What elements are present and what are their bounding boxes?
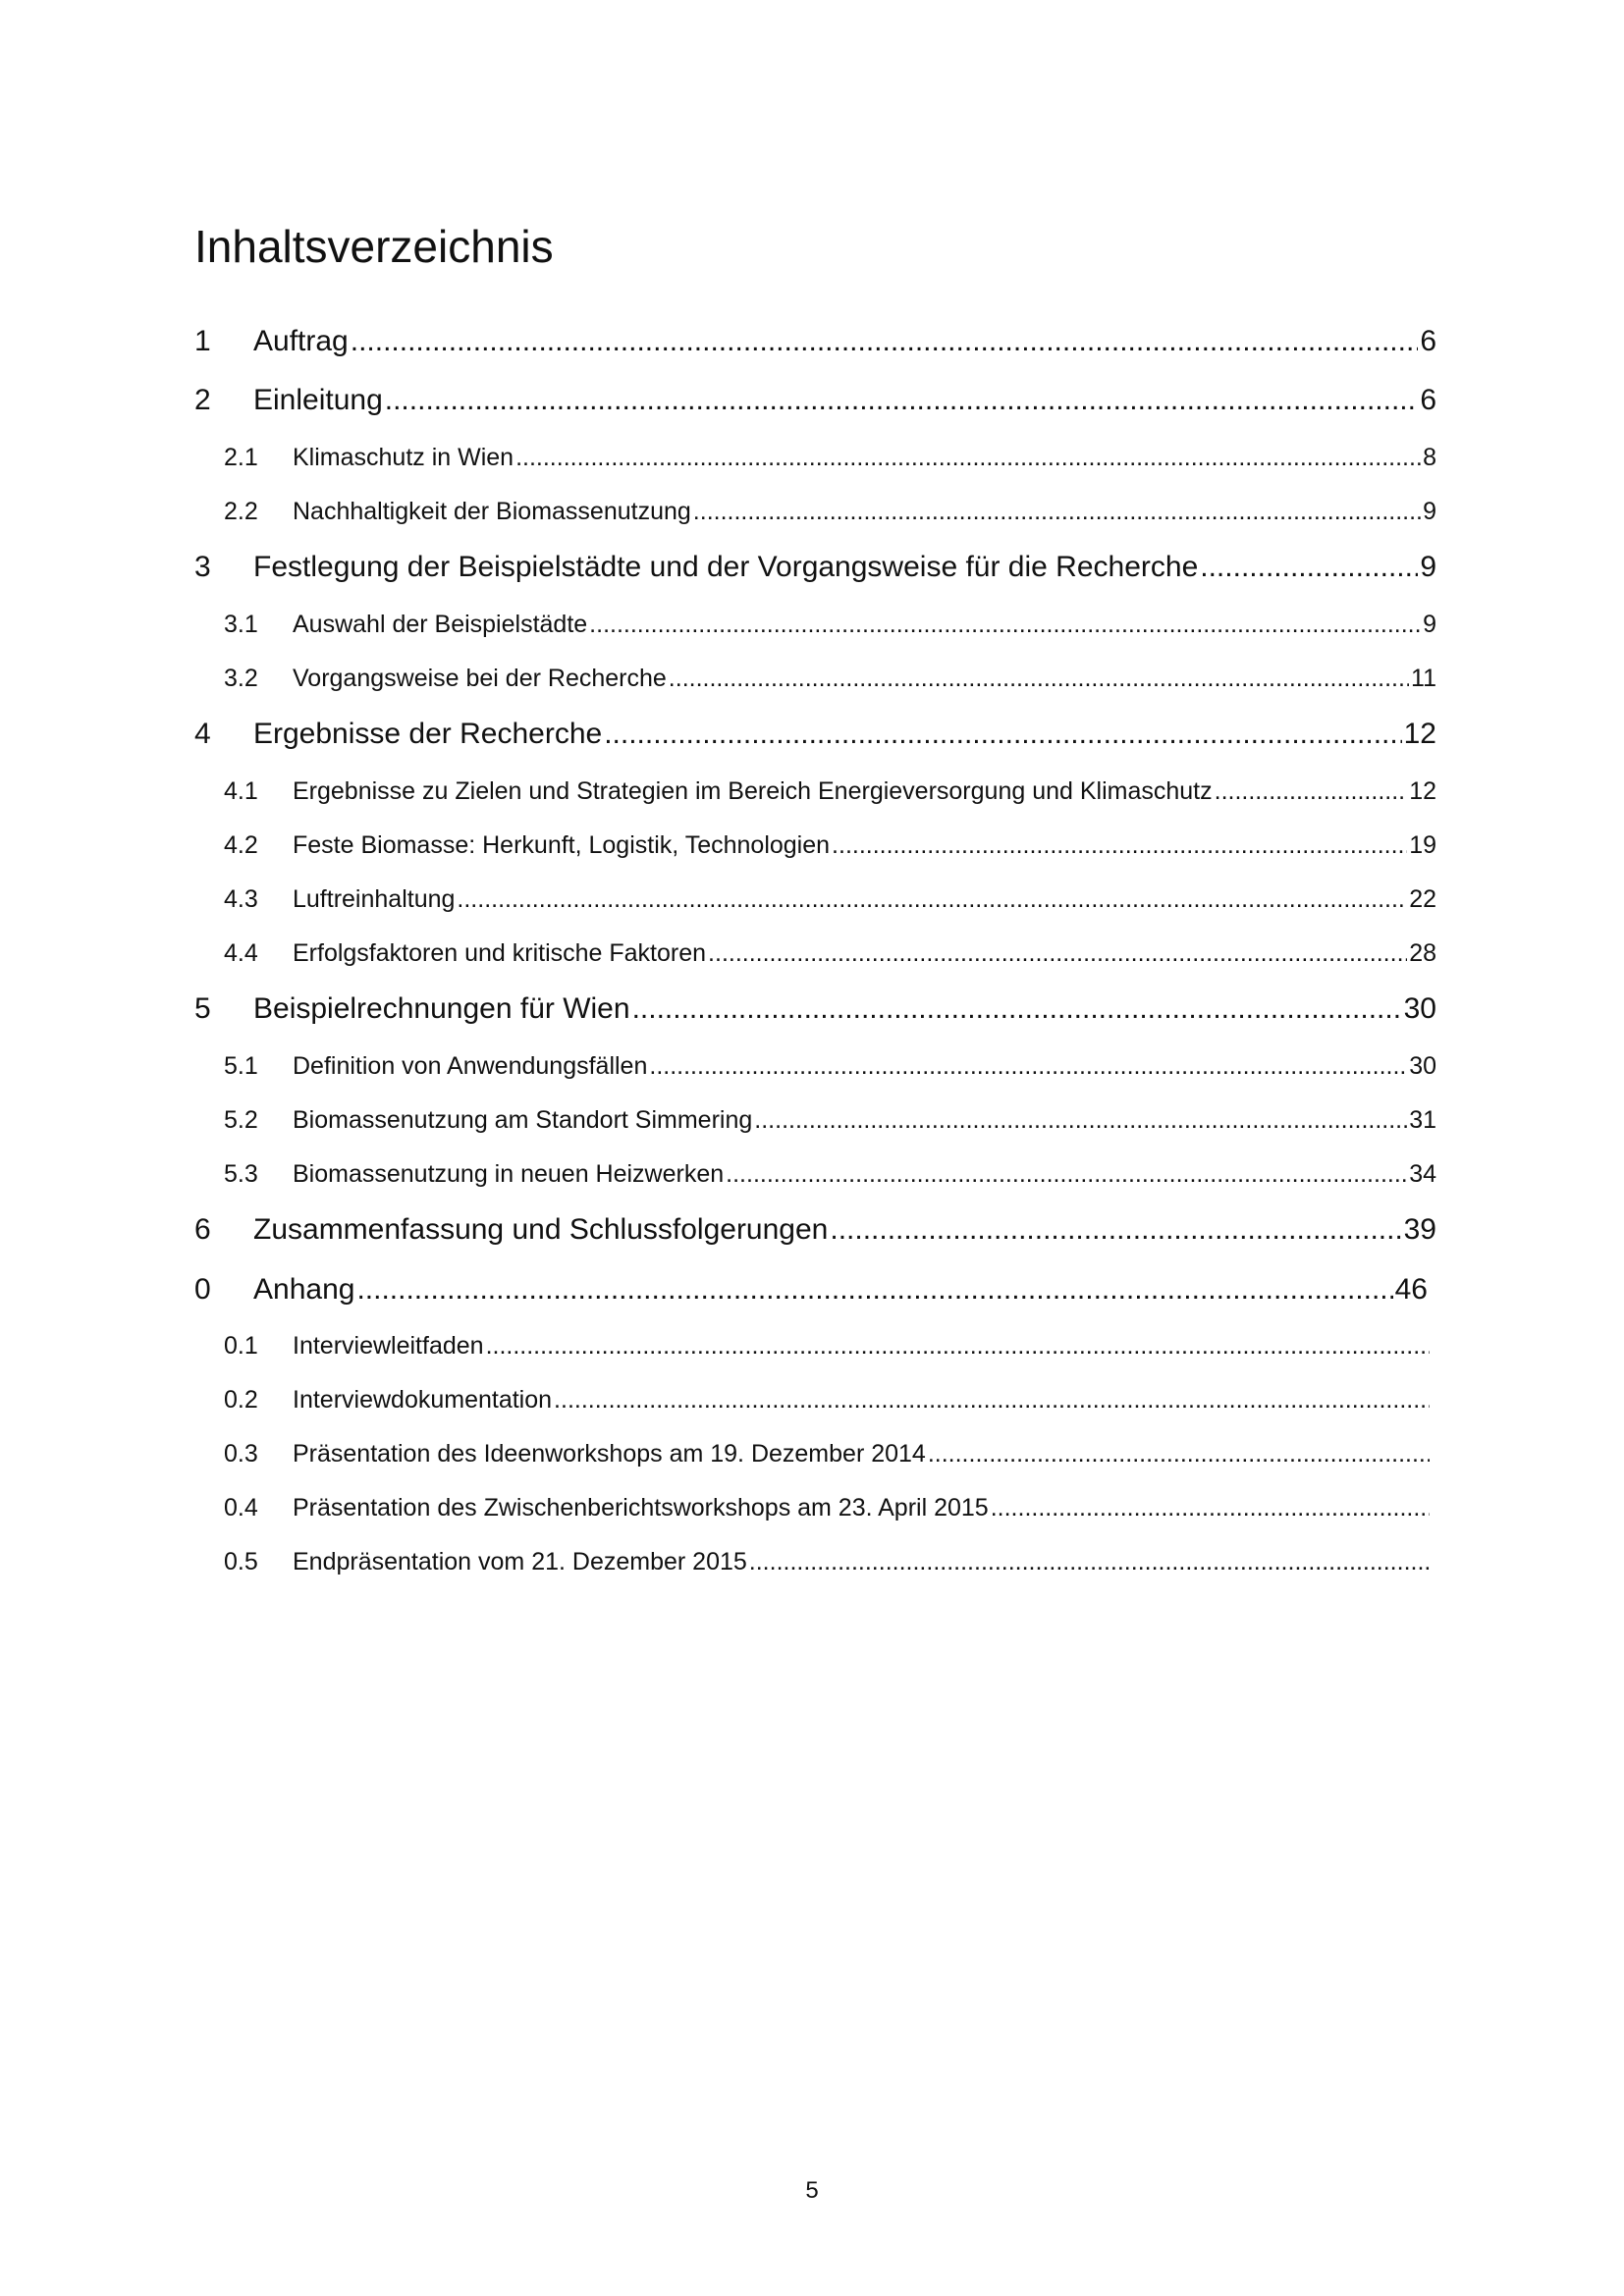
toc-page: 9 — [1423, 611, 1436, 638]
toc-page: 34 — [1409, 1160, 1436, 1188]
toc-entry-5-2[interactable] — [224, 1106, 1436, 1135]
toc-page: 6 — [1420, 325, 1436, 357]
dot-leader — [708, 939, 1407, 968]
toc-label: Anhang — [253, 1273, 355, 1306]
toc-entry-0-1[interactable] — [224, 1332, 1432, 1361]
toc-number: 5.3 — [224, 1160, 258, 1188]
dot-leader — [385, 384, 1419, 417]
toc-page: 46 — [1394, 1273, 1428, 1306]
toc-number: 0.4 — [224, 1494, 258, 1522]
toc-label: Ergebnisse zu Zielen und Strategien im Bereich Energieversorgung und Klimaschutz — [293, 777, 1213, 805]
toc-label: Vorgangsweise bei der Recherche — [293, 665, 667, 692]
toc-entry-4-3[interactable] — [224, 885, 1436, 914]
dot-leader — [669, 665, 1409, 693]
toc-page: 39 — [1403, 1213, 1436, 1246]
dot-leader — [1215, 777, 1408, 806]
dot-leader — [632, 992, 1402, 1026]
dot-leader — [726, 1160, 1407, 1189]
toc-entry-3-1[interactable] — [224, 611, 1436, 639]
toc-entry-0[interactable] — [194, 1273, 1428, 1307]
toc-entry-4[interactable] — [194, 718, 1436, 751]
toc-label: Auswahl der Beispielstädte — [293, 611, 588, 638]
dot-leader — [1200, 551, 1418, 584]
toc-number: 4.3 — [224, 885, 258, 913]
toc-number: 2.1 — [224, 444, 258, 471]
toc-entry-0-5[interactable] — [224, 1548, 1432, 1576]
toc-number: 4.4 — [224, 939, 258, 967]
toc-label: Ergebnisse der Recherche — [253, 718, 603, 750]
toc-number: 5.2 — [224, 1106, 258, 1134]
toc-entry-6[interactable] — [194, 1213, 1436, 1247]
toc-label: Biomassenutzung in neuen Heizwerken — [293, 1160, 725, 1188]
toc-label: Endpräsentation vom 21. Dezember 2015 — [293, 1548, 747, 1575]
toc-number: 4.2 — [224, 831, 258, 859]
toc-label: Nachhaltigkeit der Biomassenutzung — [293, 498, 691, 525]
dot-leader — [991, 1494, 1430, 1522]
toc-entry-3-2[interactable] — [224, 665, 1436, 693]
dot-leader — [830, 1213, 1401, 1247]
page-title: Inhaltsverzeichnis — [194, 221, 554, 272]
toc-page: 9 — [1423, 498, 1436, 525]
toc-label: Feste Biomasse: Herkunft, Logistik, Technologien — [293, 831, 831, 859]
dot-leader — [457, 885, 1407, 914]
toc-entry-4-1[interactable] — [224, 777, 1436, 806]
toc-number: 3.1 — [224, 611, 258, 638]
toc-label: Einleitung — [253, 384, 383, 416]
dot-leader — [356, 1273, 1392, 1307]
toc-label: Definition von Anwendungsfällen — [293, 1052, 648, 1080]
toc-entry-0-2[interactable] — [224, 1386, 1432, 1415]
toc-entry-3[interactable] — [194, 551, 1436, 584]
toc-number: 0.2 — [224, 1386, 258, 1414]
toc-number: 2 — [194, 384, 211, 416]
toc-label: Zusammenfassung und Schlussfolgerungen — [253, 1213, 829, 1246]
toc-number: 5.1 — [224, 1052, 258, 1080]
dot-leader — [928, 1440, 1430, 1468]
toc-entry-2[interactable] — [194, 384, 1436, 417]
dot-leader — [554, 1386, 1430, 1415]
toc-page: 12 — [1409, 777, 1436, 805]
toc-page: 12 — [1403, 718, 1436, 750]
toc-label: Interviewdokumentation — [293, 1386, 553, 1414]
toc-entry-5-1[interactable] — [224, 1052, 1436, 1081]
toc-page: 30 — [1409, 1052, 1436, 1080]
dot-leader — [754, 1106, 1407, 1135]
toc-number: 0.1 — [224, 1332, 258, 1360]
dot-leader — [749, 1548, 1430, 1576]
toc-label: Festlegung der Beispielstädte und der Vorgangsweise für die Recherche — [253, 551, 1199, 583]
toc-page: 28 — [1409, 939, 1436, 967]
dot-leader — [351, 325, 1419, 358]
dot-leader — [589, 611, 1421, 639]
toc-entry-0-4[interactable] — [224, 1494, 1432, 1522]
toc-page: 8 — [1423, 444, 1436, 471]
toc-label: Interviewleitfaden — [293, 1332, 484, 1360]
toc-page: 19 — [1409, 831, 1436, 859]
toc-number: 6 — [194, 1213, 211, 1246]
dot-leader — [832, 831, 1407, 860]
dot-leader — [649, 1052, 1407, 1081]
toc-number: 0.5 — [224, 1548, 258, 1575]
toc-number: 0 — [194, 1273, 211, 1306]
page-number: 5 — [805, 2177, 819, 2204]
toc-entry-5[interactable] — [194, 992, 1436, 1026]
toc-entry-4-4[interactable] — [224, 939, 1436, 968]
toc-entry-4-2[interactable] — [224, 831, 1436, 860]
dot-leader — [604, 718, 1401, 751]
dot-leader — [693, 498, 1421, 526]
toc-label: Biomassenutzung am Standort Simmering — [293, 1106, 753, 1134]
toc-number: 3 — [194, 551, 211, 583]
toc-page: 11 — [1411, 665, 1436, 692]
toc-label: Beispielrechnungen für Wien — [253, 992, 630, 1025]
toc-number: 5 — [194, 992, 211, 1025]
toc-page: 30 — [1403, 992, 1436, 1025]
toc-number: 4.1 — [224, 777, 258, 805]
toc-entry-2-2[interactable] — [224, 498, 1436, 526]
toc-page: 22 — [1409, 885, 1436, 913]
toc-entry-5-3[interactable] — [224, 1160, 1436, 1189]
toc-number: 0.3 — [224, 1440, 258, 1468]
toc-number: 1 — [194, 325, 211, 357]
toc-number: 3.2 — [224, 665, 258, 692]
toc-entry-2-1[interactable] — [224, 444, 1436, 472]
toc-entry-1[interactable] — [194, 325, 1436, 358]
toc-entry-0-3[interactable] — [224, 1440, 1432, 1468]
toc-label: Auftrag — [253, 325, 349, 357]
dot-leader — [486, 1332, 1430, 1361]
toc-page: 9 — [1420, 551, 1436, 583]
dot-leader — [515, 444, 1421, 472]
toc-label: Erfolgsfaktoren und kritische Faktoren — [293, 939, 707, 967]
toc-label: Präsentation des Ideenworkshops am 19. Dezember 2014 — [293, 1440, 926, 1468]
toc-label: Präsentation des Zwischenberichtsworkshops am 23. April 2015 — [293, 1494, 989, 1522]
toc-label: Luftreinhaltung — [293, 885, 456, 913]
toc-number: 2.2 — [224, 498, 258, 525]
toc-page: 6 — [1420, 384, 1436, 416]
toc-label: Klimaschutz in Wien — [293, 444, 514, 471]
toc-page: 31 — [1409, 1106, 1436, 1134]
toc-number: 4 — [194, 718, 211, 750]
